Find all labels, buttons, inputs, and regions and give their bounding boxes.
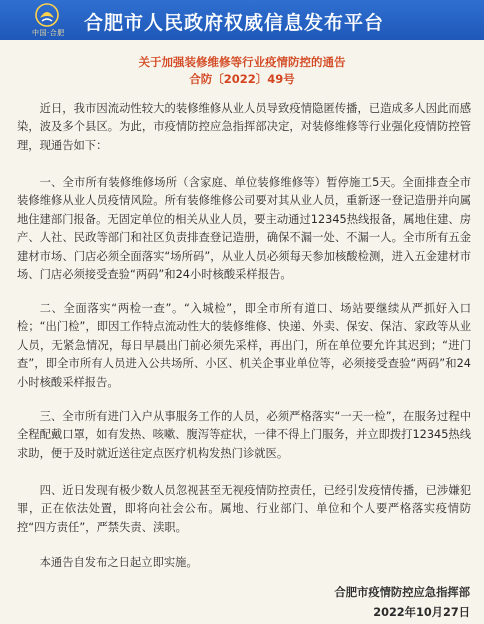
section-three-paragraph: 三、全市所有进门入户从事服务工作的人员，必须严格落实“一天一检”，在服务过程中全程配戴口罩，如有发热、咳嗽、腹泻等症状，一律不得上门服务，并立即拨打12345热线求助，便于及时就近送往定点医疗机构发热门诊就医。	[17, 410, 471, 460]
header-banner	[0, 0, 484, 40]
brand-caption: 中国·合肥	[32, 29, 65, 37]
section-four-paragraph: 四、近日发现有极少数人员忽视甚至无视疫情防控责任，已经引发疫情传播，已涉嫌犯罪，正在依法处置，即将向社会公布。属地、行业部门、单位和个人要严格落实疫情防控“四方责任”，严禁失责、渎职。	[17, 484, 471, 534]
section-one-paragraph: 一、全市所有装修维修场所（含家庭、单位装修维修等）暂停施工5天。全面排查全市装修维修从业人员疫情风险。所有装修维修公司要对其从业人员，重新逐一登记造册并向属地住建部门报备。无固定单位的相关从业人员，要主动通过12345热线报备，属地住建、房产、人社、民政等部门和社区负责排查登记造册，确保不漏一处、不漏一人。全市所有五金建材市场、门店必须全面落实“场所码”，从业人员必须每天参加核酸检测，进入五金建材市场、门店必须接受查验“两码”和24小时核酸采样报告。	[17, 176, 471, 282]
notice-number: 合防〔2022〕49号	[189, 72, 295, 86]
site-title: 合肥市人民政府权威信息发布平台	[84, 12, 385, 34]
effective-statement: 本通告自发布之日起立即实施。	[39, 556, 198, 569]
intro-paragraph: 近日，我市因流动性较大的装修维修从业人员导致疫情隐匿传播，已造成多人因此而感染，波及多个县区。为此，市疫情防控应急指挥部决定，对装修维修等行业强化疫情防控管理，现通告如下：	[17, 102, 471, 152]
section-two-paragraph: 二、全面落实“两检一查”。“入城检”，即全市所有道口、场站要继续从严抓好入口检；“出门检”，即因工作特点流动性大的装修维修、快递、外卖、保安、保洁、家政等从业人员，无紧急情况，每日早晨出门前必须先采样，再出门，所在单位要允许其迟到；“进门查”，即全市所有人员进入公共场所、小区、机关企事业单位等，必须接受查验“两码”和24小时核酸采样报告。	[17, 302, 471, 389]
hefei-emblem-icon	[34, 3, 60, 27]
issue-date: 2022年10月27日	[373, 606, 470, 619]
notice-title: 关于加强装修维修等行业疫情防控的通告	[138, 55, 346, 69]
issuer-signature: 合肥市疫情防控应急指挥部	[334, 586, 470, 599]
